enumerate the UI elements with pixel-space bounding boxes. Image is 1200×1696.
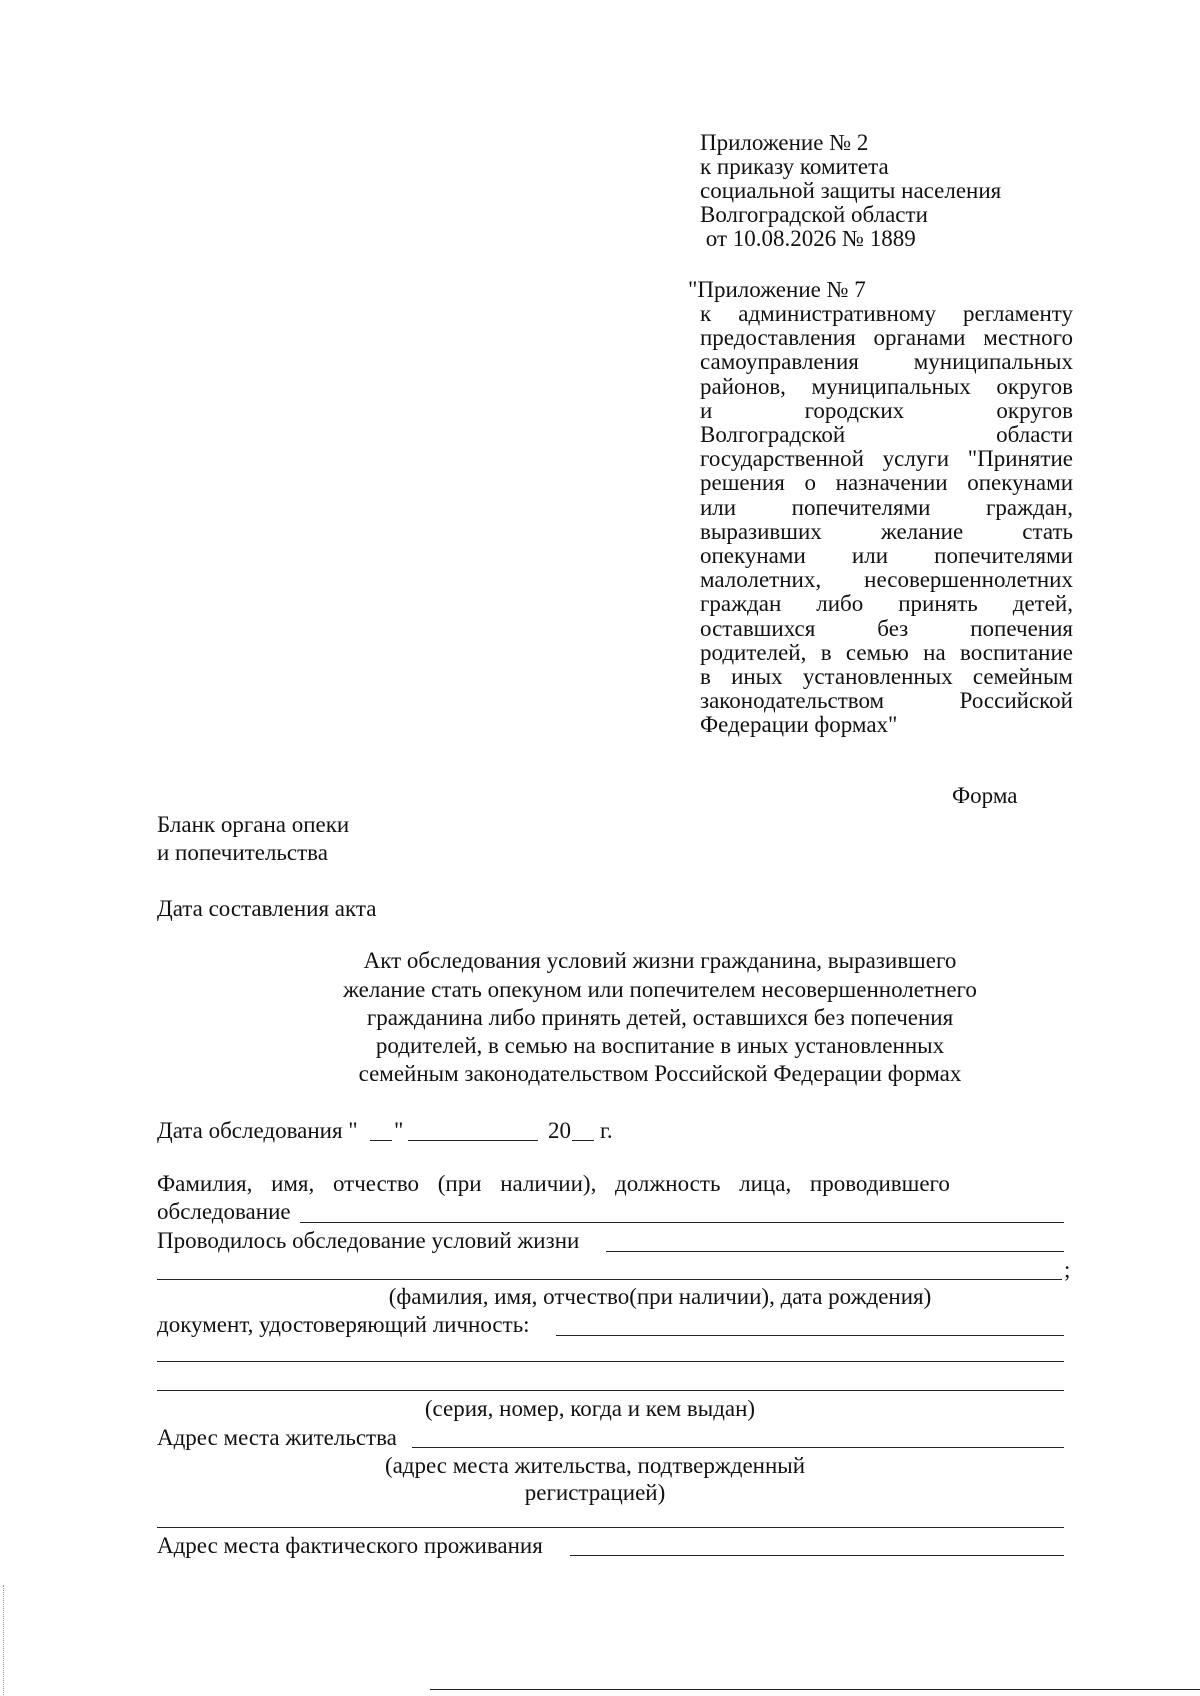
inspector-label-word: проводившего — [809, 1171, 950, 1196]
residence-hint: регистрацией) — [524, 1480, 666, 1505]
regulation-word: предоставления — [700, 325, 856, 351]
appendix-header-line: Приложение № 2 — [700, 130, 869, 155]
exam-year-suffix: г. — [600, 1118, 613, 1143]
exam-day-blank[interactable] — [370, 1140, 392, 1141]
conducted-field[interactable] — [606, 1251, 1064, 1252]
regulation-word: либо — [816, 591, 864, 617]
regulation-header-line — [700, 423, 1073, 446]
regulation-word: регламенту — [963, 301, 1073, 326]
document-title-line: Акт обследования условий жизни гражданина, выразившего — [363, 948, 957, 973]
semicolon: ; — [1064, 1257, 1071, 1282]
regulation-word: или — [851, 543, 889, 568]
regulation-word: городских — [804, 397, 905, 423]
exam-year-blank[interactable] — [572, 1140, 594, 1141]
residence-label: Адрес места жительства — [157, 1425, 397, 1450]
document-title-line: родителей, в семью на воспитание в иных установленных — [375, 1033, 945, 1058]
regulation-header-line — [700, 302, 1073, 325]
regulation-word: области — [996, 422, 1073, 447]
regulation-header-line — [700, 592, 1073, 615]
regulation-word: законодательством — [700, 688, 885, 714]
regulation-word: выразивших — [700, 518, 822, 544]
regulation-word: Волгоградской — [700, 422, 846, 447]
authority-blank-line: и попечительства — [157, 840, 328, 865]
scan-bottom-edge — [430, 1689, 1200, 1690]
regulation-word: органами — [873, 325, 966, 351]
regulation-word: иных — [731, 664, 783, 689]
inspector-label — [157, 1172, 950, 1195]
authority-blank-line: Бланк органа опеки — [157, 812, 350, 837]
inspector-label-word: (при — [437, 1171, 482, 1196]
appendix-header-line: от 10.08.2026 № 1889 — [700, 226, 916, 251]
scan-margin-mark — [3, 1585, 5, 1695]
regulation-word: без — [877, 615, 909, 641]
regulation-word: детей, — [1012, 591, 1073, 617]
regulation-word: оставшихся — [700, 615, 816, 641]
regulation-word: муниципальных — [811, 373, 971, 399]
form-label: Форма — [952, 783, 1018, 808]
appendix-header-line: Волгоградской области — [700, 202, 928, 227]
actual-address-label: Адрес места фактического проживания — [157, 1533, 543, 1558]
document-title-line: гражданина либо принять детей, оставшихся без попечения — [366, 1005, 954, 1030]
regulation-word: в — [820, 639, 832, 665]
regulation-word: Российской — [959, 688, 1073, 714]
regulation-word: граждан — [700, 591, 782, 617]
regulation-word: назначении — [835, 470, 948, 496]
conducted-field-line2[interactable] — [157, 1279, 1062, 1280]
regulation-word: родителей, — [700, 639, 807, 665]
regulation-header-line — [700, 471, 1073, 494]
compile-date-label: Дата составления акта — [157, 896, 377, 921]
regulation-word: малолетних, — [700, 567, 822, 593]
regulation-word: попечителями — [791, 494, 931, 520]
regulation-word: административному — [738, 301, 936, 326]
regulation-word: к — [700, 301, 712, 326]
inspector-label-word: лица, — [739, 1171, 792, 1196]
residence-field[interactable] — [412, 1447, 1064, 1448]
residence-hint: (адрес места жительства, подтвержденный — [384, 1453, 806, 1478]
id-doc-field[interactable] — [556, 1335, 1064, 1336]
regulation-word: попечителями — [934, 543, 1073, 568]
regulation-word: принять — [898, 591, 978, 617]
regulation-word: услуги — [882, 446, 950, 472]
regulation-word: округов — [996, 373, 1073, 399]
regulation-header-line — [700, 496, 1073, 519]
regulation-header-line — [700, 326, 1073, 349]
regulation-word: желание — [880, 518, 964, 544]
document-title-line: желание стать опекуном или попечителем несовершеннолетнего — [343, 977, 977, 1002]
regulation-word: "Принятие — [967, 446, 1073, 472]
document-title-line: семейным законодательством Российской Федерации формах — [358, 1061, 962, 1086]
regulation-header-line — [700, 689, 1073, 712]
regulation-header-line — [700, 375, 1073, 398]
regulation-word: стать — [1022, 518, 1073, 544]
exam-year-prefix: 20 — [548, 1118, 571, 1143]
regulation-word: или — [700, 494, 737, 520]
regulation-header-line — [700, 350, 1073, 373]
regulation-word: установленных — [802, 664, 953, 689]
regulation-word: округов — [996, 397, 1073, 423]
regulation-header-line — [700, 399, 1073, 422]
id-doc-label: документ, удостоверяющий личность: — [157, 1312, 530, 1337]
inspector-label-word: Фамилия, — [157, 1171, 253, 1196]
regulation-word: попечения — [970, 615, 1073, 641]
inspector-label-word: должность — [615, 1171, 721, 1196]
id-doc-hint: (серия, номер, когда и кем выдан) — [424, 1396, 756, 1421]
regulation-word: семейным — [972, 664, 1073, 689]
regulation-header-line — [700, 568, 1073, 591]
appendix-header-line: социальной защиты населения — [700, 178, 1002, 203]
regulation-word: опекунами — [700, 543, 806, 568]
actual-address-field[interactable] — [570, 1555, 1064, 1556]
regulation-word: на — [923, 639, 946, 665]
regulation-header-last-line: Федерации формах" — [700, 712, 898, 737]
inspector-label-word: имя, — [271, 1171, 315, 1196]
regulation-word: семью — [845, 639, 909, 665]
regulation-word: в — [700, 664, 711, 689]
id-doc-field-line3[interactable] — [157, 1390, 1064, 1391]
regulation-word: местного — [983, 325, 1073, 351]
regulation-header-line — [700, 641, 1073, 664]
regulation-word: о — [804, 470, 816, 496]
exam-date-quote: " — [394, 1118, 404, 1143]
appendix-header-line: к приказу комитета — [700, 154, 889, 179]
regulation-word: районов, — [700, 373, 786, 399]
regulation-header-first-line: "Приложение № 7 — [688, 277, 866, 302]
regulation-header-line — [700, 617, 1073, 640]
inspector-label-word: наличии), — [500, 1171, 597, 1196]
regulation-word: воспитание — [960, 639, 1073, 665]
conducted-label: Проводилось обследование условий жизни — [157, 1228, 580, 1253]
regulation-word: самоуправления — [700, 349, 859, 375]
regulation-word: государственной — [700, 446, 864, 472]
inspector-label-cont: обследование — [157, 1199, 291, 1224]
regulation-header-line — [700, 447, 1073, 470]
residence-field-line2[interactable] — [157, 1527, 1064, 1528]
id-doc-field-line2[interactable] — [157, 1361, 1064, 1362]
regulation-word: и — [700, 397, 713, 423]
regulation-header-line — [700, 520, 1073, 543]
regulation-header-line — [700, 544, 1073, 567]
inspector-field[interactable] — [300, 1222, 1064, 1223]
exam-date-label: Дата обследования " — [157, 1118, 358, 1143]
regulation-word: решения — [700, 470, 785, 496]
exam-month-blank[interactable] — [408, 1140, 538, 1141]
person-hint: (фамилия, имя, отчество(при наличии), дата рождения) — [388, 1284, 932, 1309]
regulation-word: граждан, — [985, 494, 1073, 520]
regulation-header-line — [700, 665, 1073, 688]
regulation-word: муниципальных — [913, 349, 1073, 375]
regulation-word: опекунами — [967, 470, 1073, 496]
regulation-word: несовершеннолетних — [864, 567, 1073, 593]
inspector-label-word: отчество — [332, 1171, 420, 1196]
